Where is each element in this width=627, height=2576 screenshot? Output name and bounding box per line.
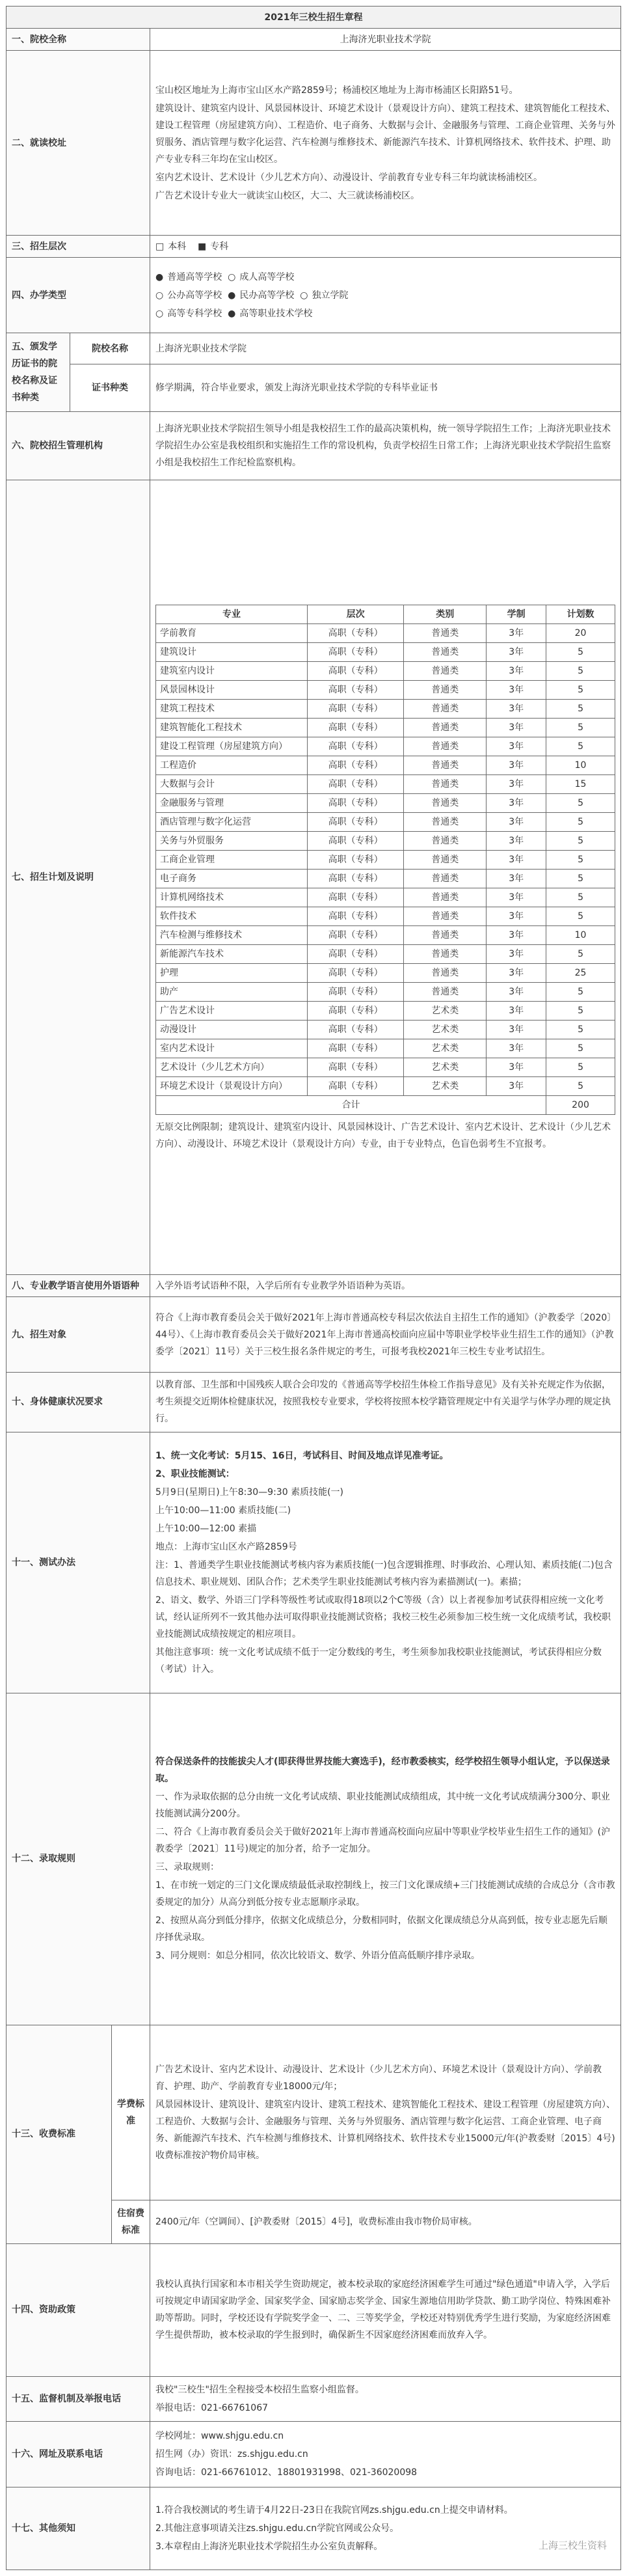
major-level: 高职（专科） bbox=[307, 699, 403, 718]
major-quota: 5 bbox=[546, 737, 615, 756]
lodging-label: 住宿费标准 bbox=[112, 2200, 150, 2243]
major-duration: 3年 bbox=[487, 793, 546, 812]
teaching-language-value: 入学外语考试语种不限，入学后所有专业教学外语语种为英语。 bbox=[150, 1275, 621, 1297]
enrollment-plan-row bbox=[156, 756, 615, 774]
major-duration: 3年 bbox=[487, 963, 546, 982]
major-category: 普通类 bbox=[404, 925, 487, 944]
major-name: 建筑智能化工程技术 bbox=[156, 718, 308, 737]
other-note-line: 2.其他注意事项请关注zs.shjgu.edu.cn学院官网或公众号。 bbox=[155, 2523, 399, 2534]
level-option-bachelor: □ 本科 bbox=[155, 241, 187, 252]
major-quota: 5 bbox=[546, 831, 615, 850]
enrollment-plan-row bbox=[156, 699, 615, 718]
enrollment-plan-row bbox=[156, 1058, 615, 1076]
admission-charter-document bbox=[6, 6, 621, 2570]
campus-paragraph: 宝山校区地址为上海市宝山区水产路2859号；杨浦校区地址为上海市杨浦区长阳路51号。 bbox=[155, 85, 518, 96]
campus-address-cell bbox=[150, 51, 621, 236]
major-name: 艺术设计（少儿艺术方向） bbox=[156, 1058, 308, 1076]
section-2-row bbox=[7, 51, 621, 236]
enrollment-plan-row bbox=[156, 1001, 615, 1020]
major-category: 普通类 bbox=[404, 850, 487, 869]
header-level: 层次 bbox=[307, 605, 403, 623]
major-quota: 5 bbox=[546, 1076, 615, 1095]
enrollment-plan-row bbox=[156, 944, 615, 963]
enrollment-plan-row bbox=[156, 1076, 615, 1095]
section-11-row bbox=[7, 1432, 621, 1693]
header-major: 专业 bbox=[156, 605, 308, 623]
admission-rule-line: 一、作为录取依据的总分由统一文化考试成绩、职业技能测试成绩组成，其中统一文化考试成绩满分300分、职业技能测试满分200分。 bbox=[155, 1792, 610, 1820]
enrollment-plan-cell bbox=[150, 480, 621, 1274]
major-duration: 3年 bbox=[487, 661, 546, 680]
doc-title: 2021年三校生招生章程 bbox=[7, 7, 621, 29]
section-9-label: 九、招生对象 bbox=[7, 1297, 150, 1373]
admission-rules-cell bbox=[150, 1693, 621, 2025]
major-quota: 5 bbox=[546, 869, 615, 888]
major-duration: 3年 bbox=[487, 1020, 546, 1039]
section-8-row bbox=[7, 1275, 621, 1297]
consult-phone: 咨询电话：021-66761012、18801931998、021-36020098 bbox=[155, 2467, 418, 2478]
major-category: 普通类 bbox=[404, 888, 487, 907]
radio-checked-icon: ● bbox=[228, 290, 236, 301]
major-duration: 3年 bbox=[487, 1039, 546, 1058]
enrollment-plan-row bbox=[156, 718, 615, 737]
school-website: 学校网址：www.shjgu.edu.cn bbox=[155, 2431, 284, 2442]
major-quota: 5 bbox=[546, 1058, 615, 1076]
target-applicants-value: 符合《上海市教育委员会关于做好2021年上海市普通高校专科层次依法自主招生工作的通知》（沪教委学〔2020〕44号）、《上海市教育委员会关于做好2021年上海市普通高校面向应届中等职业学校毕业生招生工作的通知》（沪教委学〔2021〕11号）关于三校生报名条件规定的考生，可报考我校2021年三校生专业考试招生。 bbox=[150, 1297, 621, 1373]
enrollment-plan-row bbox=[156, 963, 615, 982]
level-option-junior-college: ■ 专科 bbox=[198, 241, 229, 252]
campus-paragraph: 室内艺术设计、艺术设计（少儿艺术方向）、动漫设计、学前教育专业专科三年均就读杨浦校区。 bbox=[155, 172, 542, 183]
major-category: 艺术类 bbox=[404, 1001, 487, 1020]
major-duration: 3年 bbox=[487, 1058, 546, 1076]
school-full-name: 上海济光职业技术学院 bbox=[150, 29, 621, 51]
admission-website: 招生网（办）资讯：zs.shjgu.edu.cn bbox=[155, 2449, 308, 2460]
admission-rule-line: 二、符合《上海市教育委员会关于做好2021年上海市普通高校面向应届中等职业学校毕业生招生工作的通知》(沪教委学〔2021〕11号)规定的加分者，给予一定加分。 bbox=[155, 1827, 611, 1855]
section-10-row bbox=[7, 1373, 621, 1432]
major-duration: 3年 bbox=[487, 1076, 546, 1095]
major-name: 软件技术 bbox=[156, 907, 308, 925]
supervision-line: 我校"三校生"招生全程接受本校招生监察小组监督。 bbox=[155, 2385, 364, 2396]
major-level: 高职（专科） bbox=[307, 623, 403, 642]
section-16-row bbox=[7, 2422, 621, 2487]
test-method-line: 2、语文、数学、外语三门学科等级性考试或取得18项以2个C等级（含）以上者视参加考试获得相应统一文化考试，经认证所列不一致其他办法可取得职业技能测试资格；我校三校生必须参加三校生统一文化成绩考试，我校职业技能测试成绩按规定的相应项目。 bbox=[155, 1595, 611, 1639]
test-method-line: 1、统一文化考试：5月15、16日，考试科目、时间及地点详见准考证。 bbox=[155, 1450, 449, 1461]
section-5-row-name bbox=[7, 333, 621, 364]
major-level: 高职（专科） bbox=[307, 680, 403, 699]
major-name: 建设工程管理（房屋建筑方向） bbox=[156, 737, 308, 756]
major-quota: 5 bbox=[546, 850, 615, 869]
major-name: 护理 bbox=[156, 963, 308, 982]
major-name: 金融服务与管理 bbox=[156, 793, 308, 812]
major-quota: 5 bbox=[546, 812, 615, 831]
contact-cell bbox=[150, 2422, 621, 2487]
major-level: 高职（专科） bbox=[307, 1076, 403, 1095]
major-duration: 3年 bbox=[487, 925, 546, 944]
major-category: 艺术类 bbox=[404, 1076, 487, 1095]
major-name: 计算机网络技术 bbox=[156, 888, 308, 907]
enrollment-plan-header bbox=[156, 605, 615, 623]
major-name: 酒店管理与数字化运营 bbox=[156, 812, 308, 831]
enrollment-plan-row bbox=[156, 774, 615, 793]
other-note-line: 3.本章程由上海济光职业技术学院招生办公室负责解释。 bbox=[155, 2541, 383, 2552]
section-12-row bbox=[7, 1693, 621, 2025]
section-10-label: 十、身体健康状况要求 bbox=[7, 1373, 150, 1432]
radio-checked-icon: ● bbox=[155, 271, 164, 282]
section-15-label: 十五、监督机制及举报电话 bbox=[7, 2376, 150, 2422]
test-method-line: 注：1、普通类学生职业技能测试考核内容为素质技能(一)包含逻辑推理、时事政治、心理认知、素质技能(二)包含信息技术、职业规划、团队合作；艺术类学生职业技能测试考核内容为素描测试(一)。素描； bbox=[155, 1559, 613, 1587]
tuition-label: 学费标准 bbox=[112, 2025, 150, 2200]
major-level: 高职（专科） bbox=[307, 963, 403, 982]
major-name: 环境艺术设计（景观设计方向） bbox=[156, 1076, 308, 1095]
major-category: 普通类 bbox=[404, 718, 487, 737]
section-7-label: 七、招生计划及说明 bbox=[7, 480, 150, 1274]
admission-rule-line: 符合保送条件的技能拔尖人才(即获得世界技能大赛选手)，经市教委核实，经学校招生领导小组认定，予以保送录取。 bbox=[155, 1757, 610, 1785]
section-14-row bbox=[7, 2243, 621, 2376]
institution-name-label: 院校名称 bbox=[70, 333, 150, 364]
major-level: 高职（专科） bbox=[307, 831, 403, 850]
major-quota: 5 bbox=[546, 793, 615, 812]
watermark: 上海三校生资料 bbox=[538, 2540, 607, 2551]
major-quota: 5 bbox=[546, 680, 615, 699]
test-method-cell bbox=[150, 1432, 621, 1693]
enrollment-plan-row bbox=[156, 869, 615, 888]
major-category: 普通类 bbox=[404, 680, 487, 699]
health-requirement-value: 以教育部、卫生部和中国残疾人联合会印发的《普通高等学校招生体检工作指导意见》及有关补充规定作为依据，考生须提交近期体检健康状况，按照我校专业要求，学校将按照本校学籍管理规定中有关退学与休学办理的规定执行。 bbox=[150, 1373, 621, 1432]
major-duration: 3年 bbox=[487, 944, 546, 963]
other-notes-cell bbox=[150, 2487, 621, 2569]
section-14-label: 十四、资助政策 bbox=[7, 2243, 150, 2376]
major-duration: 3年 bbox=[487, 831, 546, 850]
tuition-paragraph: 广告艺术设计、室内艺术设计、动漫设计、艺术设计（少儿艺术方向）、环境艺术设计（景观设计方向）、学前教育、护理、助产、学前教育专业18000元/年； bbox=[155, 2064, 602, 2092]
major-duration: 3年 bbox=[487, 888, 546, 907]
major-category: 普通类 bbox=[404, 737, 487, 756]
major-name: 广告艺术设计 bbox=[156, 1001, 308, 1020]
major-duration: 3年 bbox=[487, 869, 546, 888]
major-category: 普通类 bbox=[404, 831, 487, 850]
major-name: 电子商务 bbox=[156, 869, 308, 888]
major-category: 普通类 bbox=[404, 907, 487, 925]
major-quota: 5 bbox=[546, 1001, 615, 1020]
major-duration: 3年 bbox=[487, 680, 546, 699]
major-level: 高职（专科） bbox=[307, 888, 403, 907]
major-name: 学前教育 bbox=[156, 623, 308, 642]
test-method-line: 上午10:00—11:00 素质技能(二) bbox=[155, 1505, 291, 1516]
major-name: 建筑室内设计 bbox=[156, 661, 308, 680]
test-method-line: 其他注意事项：统一文化考试成绩不低于一定分数线的考生，考生须参加我校职业技能测试，考试获得相应分数（考试）计入。 bbox=[155, 1647, 602, 1675]
major-quota: 5 bbox=[546, 907, 615, 925]
header-quota: 计划数 bbox=[546, 605, 615, 623]
admission-rule-line: 2、按照从高分到低分排序，依据文化成绩总分，分数相同时，依据文化课成绩总分从高到低，按专业志愿先后顺序择优录取。 bbox=[155, 1915, 607, 1943]
level-options bbox=[150, 236, 621, 258]
major-level: 高职（专科） bbox=[307, 737, 403, 756]
major-quota: 5 bbox=[546, 642, 615, 661]
major-name: 工商企业管理 bbox=[156, 850, 308, 869]
major-category: 普通类 bbox=[404, 944, 487, 963]
major-name: 新能源汽车技术 bbox=[156, 944, 308, 963]
major-name: 室内艺术设计 bbox=[156, 1039, 308, 1058]
radio-unchecked-icon: ○ bbox=[300, 290, 308, 301]
major-category: 普通类 bbox=[404, 982, 487, 1001]
major-name: 建筑工程技术 bbox=[156, 699, 308, 718]
major-quota: 10 bbox=[546, 925, 615, 944]
section-1-label: 一、院校全称 bbox=[7, 29, 150, 51]
tuition-cell bbox=[150, 2025, 621, 2200]
major-duration: 3年 bbox=[487, 774, 546, 793]
major-quota: 10 bbox=[546, 756, 615, 774]
major-category: 普通类 bbox=[404, 812, 487, 831]
major-level: 高职（专科） bbox=[307, 1020, 403, 1039]
major-category: 普通类 bbox=[404, 642, 487, 661]
radio-unchecked-icon: □ bbox=[155, 241, 165, 252]
enrollment-plan-row bbox=[156, 888, 615, 907]
test-method-line: 5月9日(星期日)上午8:30—9:30 素质技能(一) bbox=[155, 1487, 343, 1498]
major-level: 高职（专科） bbox=[307, 1058, 403, 1076]
section-13-label: 十三、收费标准 bbox=[7, 2025, 112, 2243]
major-name: 动漫设计 bbox=[156, 1020, 308, 1039]
major-category: 艺术类 bbox=[404, 1020, 487, 1039]
enrollment-plan-row bbox=[156, 793, 615, 812]
major-category: 普通类 bbox=[404, 623, 487, 642]
major-duration: 3年 bbox=[487, 737, 546, 756]
major-level: 高职（专科） bbox=[307, 850, 403, 869]
major-name: 工程造价 bbox=[156, 756, 308, 774]
test-method-line: 上午10:00—12:00 素描 bbox=[155, 1523, 257, 1534]
major-quota: 5 bbox=[546, 699, 615, 718]
report-phone: 举报电话：021-66761067 bbox=[155, 2403, 269, 2414]
certificate-type-value: 修学期满，符合毕业要求，颁发上海济光职业技术学院的专科毕业证书 bbox=[150, 364, 621, 411]
major-duration: 3年 bbox=[487, 642, 546, 661]
major-quota: 25 bbox=[546, 963, 615, 982]
admission-rule-line: 三、录取规则： bbox=[155, 1862, 219, 1873]
title-row bbox=[7, 7, 621, 29]
admission-rule-line: 1、在市统一划定的三门文化课成绩最低录取控制线上，按三门文化课成绩+三门技能测试成绩的合成总分（含市教委规定的加分）从高分到低分按专业志愿顺序录取。 bbox=[155, 1880, 615, 1908]
major-category: 艺术类 bbox=[404, 1058, 487, 1076]
major-duration: 3年 bbox=[487, 850, 546, 869]
major-category: 普通类 bbox=[404, 963, 487, 982]
major-category: 普通类 bbox=[404, 869, 487, 888]
section-2-label: 二、就读校址 bbox=[7, 51, 150, 236]
major-level: 高职（专科） bbox=[307, 944, 403, 963]
section-16-label: 十六、网址及联系电话 bbox=[7, 2422, 150, 2487]
major-level: 高职（专科） bbox=[307, 774, 403, 793]
enrollment-plan-row bbox=[156, 925, 615, 944]
major-duration: 3年 bbox=[487, 756, 546, 774]
campus-paragraph: 广告艺术设计专业大一就读宝山校区，大二、大三就读杨浦校区。 bbox=[155, 190, 420, 201]
enrollment-plan-row bbox=[156, 661, 615, 680]
major-duration: 3年 bbox=[487, 623, 546, 642]
section-7-row bbox=[7, 480, 621, 1274]
major-category: 艺术类 bbox=[404, 1039, 487, 1058]
test-method-line: 地点：上海市宝山区水产路2859号 bbox=[155, 1541, 297, 1552]
major-level: 高职（专科） bbox=[307, 718, 403, 737]
major-level: 高职（专科） bbox=[307, 661, 403, 680]
header-category: 类别 bbox=[404, 605, 487, 623]
major-duration: 3年 bbox=[487, 907, 546, 925]
major-quota: 5 bbox=[546, 1039, 615, 1058]
charter-table bbox=[6, 6, 621, 2570]
radio-unchecked-icon: ○ bbox=[228, 271, 236, 282]
major-category: 普通类 bbox=[404, 774, 487, 793]
enrollment-plan-row bbox=[156, 623, 615, 642]
school-type-line: ○ 高等专科学校 ● 高等职业技术学校 bbox=[155, 308, 313, 319]
section-17-row bbox=[7, 2487, 621, 2569]
major-quota: 5 bbox=[546, 944, 615, 963]
other-note-line: 1.符合我校测试的考生请于4月22日-23日在我院官网zs.shjgu.edu.cn上提交申请材料。 bbox=[155, 2504, 513, 2515]
section-15-row bbox=[7, 2376, 621, 2422]
section-3-label: 三、招生层次 bbox=[7, 236, 150, 258]
major-quota: 15 bbox=[546, 774, 615, 793]
major-level: 高职（专科） bbox=[307, 982, 403, 1001]
major-duration: 3年 bbox=[487, 812, 546, 831]
campus-paragraph: 建筑设计、建筑室内设计、风景园林设计、环境艺术设计（景观设计方向）、建筑工程技术、建筑智能化工程技术、建设工程管理（房屋建筑方向）、工程造价、电子商务、大数据与会计、金融服务与管理、工商企业管理、关务与外贸服务、酒店管理与数字化运营、汽车检测与维修技术、新能源汽车技术、计算机网络技术、软件技术、护理、助产专业专科三年均在宝山校区。 bbox=[155, 103, 615, 165]
total-value: 200 bbox=[546, 1095, 615, 1114]
major-level: 高职（专科） bbox=[307, 1001, 403, 1020]
major-category: 普通类 bbox=[404, 756, 487, 774]
major-duration: 3年 bbox=[487, 1001, 546, 1020]
enrollment-plan-row bbox=[156, 680, 615, 699]
major-quota: 5 bbox=[546, 661, 615, 680]
major-name: 大数据与会计 bbox=[156, 774, 308, 793]
major-quota: 5 bbox=[546, 982, 615, 1001]
radio-checked-icon: ■ bbox=[198, 241, 207, 252]
enrollment-plan-row bbox=[156, 1020, 615, 1039]
section-8-label: 八、专业教学语言使用外语语种 bbox=[7, 1275, 150, 1297]
section-17-label: 十七、其他须知 bbox=[7, 2487, 150, 2569]
major-category: 普通类 bbox=[404, 793, 487, 812]
enrollment-plan-row bbox=[156, 1039, 615, 1058]
enrollment-plan-row bbox=[156, 831, 615, 850]
lodging-value: 2400元/年（空调间）、[沪教委财〔2015〕4号]，收费标准由我市物价局审核。 bbox=[150, 2200, 621, 2243]
section-6-label: 六、院校招生管理机构 bbox=[7, 411, 150, 480]
school-type-line: ○ 公办高等学校 ● 民办高等学校 ○ 独立学院 bbox=[155, 290, 349, 301]
major-duration: 3年 bbox=[487, 699, 546, 718]
total-label: 合计 bbox=[156, 1095, 546, 1114]
major-quota: 5 bbox=[546, 1020, 615, 1039]
major-level: 高职（专科） bbox=[307, 812, 403, 831]
major-name: 关务与外贸服务 bbox=[156, 831, 308, 850]
section-12-label: 十二、录取规则 bbox=[7, 1693, 150, 2025]
enrollment-plan-note: 无原交比例限制；建筑设计、建筑室内设计、风景园林设计、广告艺术设计、室内艺术设计、艺术设计（少儿艺术方向）、动漫设计、环境艺术设计（景观设计方向）专业，由于专业特点，色盲色弱考生不宜报考。 bbox=[155, 1121, 611, 1149]
admission-office-description: 上海济光职业技术学院招生领导小组是我校招生工作的最高决策机构，统一领导学院招生工作；上海济光职业技术学院招生办公室是我校组织和实施招生工作的常设机构，负责学校招生日常工作；上海济光职业技术学院招生监察小组是我校招生工作纪检监察机构。 bbox=[150, 411, 621, 480]
supervision-cell bbox=[150, 2376, 621, 2422]
radio-unchecked-icon: ○ bbox=[155, 308, 164, 319]
enrollment-plan-total-row bbox=[156, 1095, 615, 1114]
major-name: 风景园林设计 bbox=[156, 680, 308, 699]
radio-unchecked-icon: ○ bbox=[155, 290, 164, 301]
section-5-row-cert bbox=[7, 364, 621, 411]
enrollment-plan-row bbox=[156, 907, 615, 925]
enrollment-plan-table bbox=[155, 605, 615, 1115]
major-category: 普通类 bbox=[404, 661, 487, 680]
section-6-row bbox=[7, 411, 621, 480]
major-level: 高职（专科） bbox=[307, 907, 403, 925]
major-level: 高职（专科） bbox=[307, 642, 403, 661]
tuition-paragraph: 风景园林设计、建筑设计、建筑室内设计、建筑工程技术、建筑智能化工程技术、建设工程管理（房屋建筑方向）、工程造价、大数据与会计、金融服务与管理、关务与外贸服务、酒店管理与数字化运营、工商企业管理、电子商务、新能源汽车技术、汽车检测与维修技术、计算机网络技术、软件技术专业15000元/年(沪教委财〔2015〕4号)收费标准按沪物价局审核。 bbox=[155, 2100, 615, 2161]
section-1-row bbox=[7, 29, 621, 51]
financial-aid-value: 我校认真执行国家和本市相关学生资助规定，被本校录取的家庭经济困难学生可通过"绿色通道"申请入学，入学后可按规定申请国家助学金、国家奖学金、国家励志奖学金、国家生源地信用助学贷款、勤工助学岗位、特殊困难补助等帮助。同时，学校还设有学院奖学金一、二、三等奖学金，学校还对特别优秀学生进行奖励，为家庭经济困难学生提供帮助，被本校录取的学生报到时，确保新生不因家庭经济困难而放弃入学。 bbox=[150, 2243, 621, 2376]
enrollment-plan-row bbox=[156, 737, 615, 756]
major-quota: 5 bbox=[546, 718, 615, 737]
radio-checked-icon: ● bbox=[228, 308, 236, 319]
major-name: 建筑设计 bbox=[156, 642, 308, 661]
major-level: 高职（专科） bbox=[307, 756, 403, 774]
section-5-label: 五、颁发学历证书的院校名称及证书种类 bbox=[7, 333, 70, 411]
major-name: 助产 bbox=[156, 982, 308, 1001]
major-quota: 20 bbox=[546, 623, 615, 642]
major-duration: 3年 bbox=[487, 982, 546, 1001]
section-13-row-tuition bbox=[7, 2025, 621, 2200]
institution-name-value: 上海济光职业技术学院 bbox=[150, 333, 621, 364]
major-duration: 3年 bbox=[487, 718, 546, 737]
certificate-type-label: 证书种类 bbox=[70, 364, 150, 411]
major-level: 高职（专科） bbox=[307, 793, 403, 812]
test-method-line: 2、职业技能测试： bbox=[155, 1468, 235, 1479]
major-quota: 5 bbox=[546, 888, 615, 907]
header-duration: 学制 bbox=[487, 605, 546, 623]
section-9-row bbox=[7, 1297, 621, 1373]
major-category: 普通类 bbox=[404, 699, 487, 718]
major-name: 汽车检测与维修技术 bbox=[156, 925, 308, 944]
enrollment-plan-body bbox=[156, 605, 615, 1114]
section-4-row bbox=[7, 258, 621, 333]
major-level: 高职（专科） bbox=[307, 869, 403, 888]
school-type-line: ● 普通高等学校 ○ 成人高等学校 bbox=[155, 271, 295, 282]
enrollment-plan-row bbox=[156, 642, 615, 661]
section-4-label: 四、办学类型 bbox=[7, 258, 150, 333]
school-type-options bbox=[150, 258, 621, 333]
admission-rule-line: 3、同分规则：如总分相同，依次比较语文、数学、外语分值高低顺序排序录取。 bbox=[155, 1951, 480, 1962]
enrollment-plan-row bbox=[156, 850, 615, 869]
section-3-row bbox=[7, 236, 621, 258]
enrollment-plan-row bbox=[156, 982, 615, 1001]
enrollment-plan-row bbox=[156, 812, 615, 831]
section-11-label: 十一、测试办法 bbox=[7, 1432, 150, 1693]
major-level: 高职（专科） bbox=[307, 925, 403, 944]
major-level: 高职（专科） bbox=[307, 1039, 403, 1058]
